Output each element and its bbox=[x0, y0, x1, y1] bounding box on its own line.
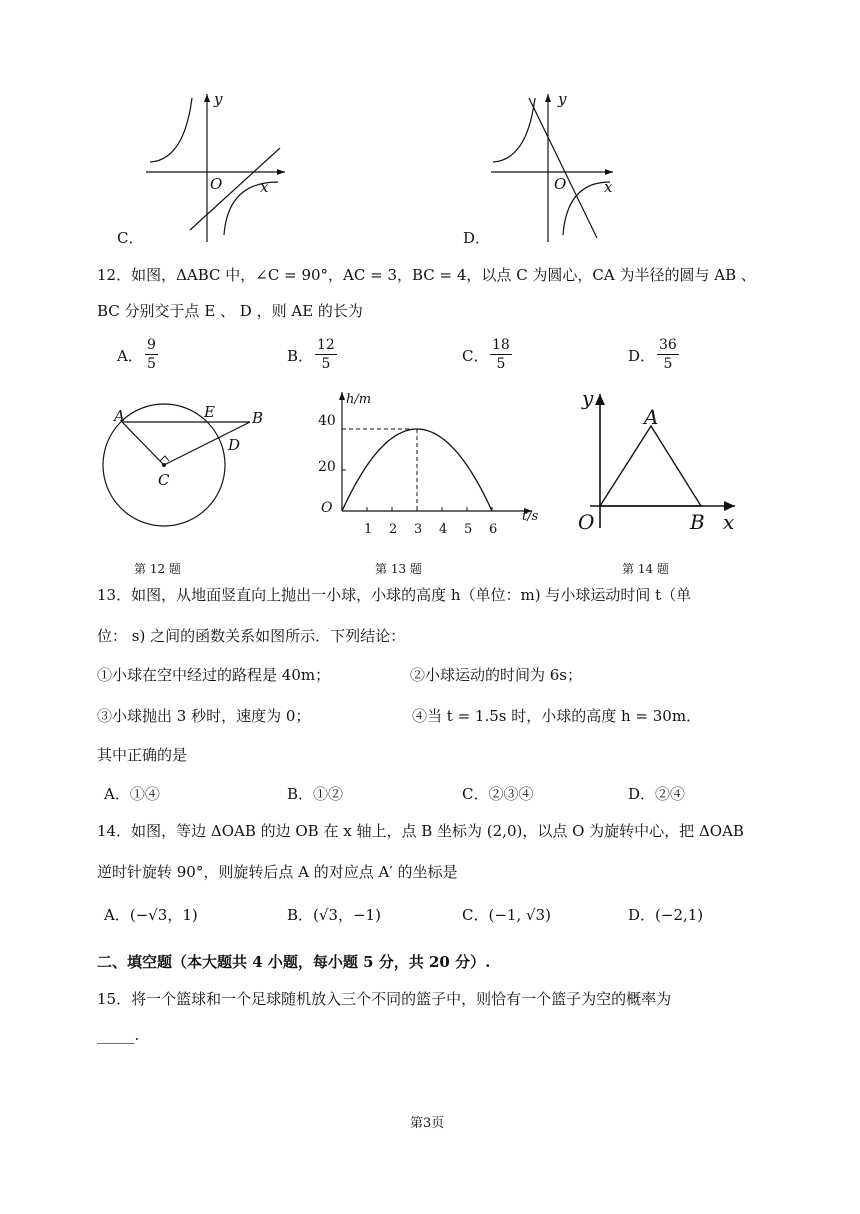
fig13-y-axis-arrow bbox=[339, 392, 345, 400]
q13-statement-4: ④当 t = 1.5s 时，小球的高度 h = 30m． bbox=[412, 707, 702, 725]
q12-option-c-label[interactable]: C． bbox=[462, 347, 489, 365]
fig13-caption: 第 13 题 bbox=[375, 562, 422, 576]
q11-graph-d-y-label: y bbox=[558, 90, 567, 108]
fig12-label-d: D bbox=[228, 436, 241, 454]
q12-option-a-label[interactable]: A． bbox=[117, 347, 143, 365]
fig13-x-tick-1: 1 bbox=[364, 522, 373, 537]
q14-option-b[interactable]: B．(√3，−1) bbox=[287, 906, 381, 924]
fig13-height-time-chart bbox=[310, 388, 540, 538]
q12-option-d-label[interactable]: D． bbox=[628, 347, 656, 365]
q13-stem-line1: 13．如图，从地面竖直向上抛出一小球，小球的高度 h（单位：m) 与小球运动时间 t（单 bbox=[97, 586, 692, 604]
fig13-x-tick-2: 2 bbox=[389, 522, 398, 537]
fig14-y-label: y bbox=[582, 386, 594, 410]
q12-stem-line2: BC 分别交于点 E 、 D ，则 AE 的长为 bbox=[97, 302, 363, 320]
q13-statement-2: ②小球运动的时间为 6s； bbox=[410, 666, 583, 684]
q14-stem-line2: 逆时针旋转 90°，则旋转后点 A 的对应点 A′ 的坐标是 bbox=[97, 863, 458, 881]
fig13-x-tick-5: 5 bbox=[464, 522, 473, 537]
fig12-label-e: E bbox=[204, 403, 215, 421]
q12-option-d-fraction bbox=[657, 336, 679, 373]
q11-graph-d-x-label: x bbox=[604, 178, 613, 196]
fig13-x-tick-4: 4 bbox=[439, 522, 448, 537]
q12-option-d-numerator: 36 bbox=[659, 337, 677, 353]
q13-stem-line2: 位： s) 之间的函数关系如图所示．下列结论： bbox=[97, 627, 406, 645]
q13-statement-1: ①小球在空中经过的路程是 40m； bbox=[97, 666, 331, 684]
q11-graph-d-origin-label: O bbox=[554, 175, 567, 193]
fig12-label-a: A bbox=[114, 407, 125, 425]
fig13-y-tick-20: 20 bbox=[318, 459, 336, 475]
q11-option-d[interactable]: D． bbox=[463, 229, 491, 247]
q14-stem-line1: 14．如图，等边 ΔOAB 的边 OB 在 x 轴上，点 B 坐标为 (2,0)，以点 O 为旋转中心，把 ΔOAB bbox=[97, 822, 744, 840]
fig13-y-tick-40: 40 bbox=[318, 413, 336, 429]
q13-option-b[interactable]: B．①② bbox=[287, 785, 344, 803]
fig12-caption: 第 12 题 bbox=[134, 562, 181, 576]
q12-option-a-fraction bbox=[145, 336, 158, 373]
q12-option-b-label[interactable]: B． bbox=[287, 347, 314, 365]
q14-option-d[interactable]: D．(−2,1) bbox=[628, 906, 704, 924]
q12-option-c-fraction bbox=[490, 336, 512, 373]
q12-option-b-denominator: 5 bbox=[321, 356, 331, 372]
q11-graph-d bbox=[485, 90, 615, 245]
fig12-label-c: C bbox=[158, 471, 170, 489]
q12-stem-line1: 12．如图，ΔABC 中，∠C = 90°，AC = 3，BC = 4，以点 C 为圆心，CA 为半径的圆与 AB 、 bbox=[97, 266, 756, 284]
q15-stem: 15．将一个篮球和一个足球随机放入三个不同的篮子中，则恰有一个篮子为空的概率为 bbox=[97, 990, 672, 1008]
q11-graph-c-y-label: y bbox=[214, 90, 223, 108]
fig13-x-tick-3: 3 bbox=[414, 522, 423, 537]
q11-graph-c-x-label: x bbox=[260, 178, 269, 196]
q12-option-a-numerator: 9 bbox=[147, 337, 156, 353]
q12-option-c-denominator: 5 bbox=[496, 356, 506, 372]
fig14-a-label: A bbox=[644, 405, 659, 429]
section-2-title: 二、填空题（本大题共 4 小题，每小题 5 分，共 20 分）. bbox=[97, 953, 491, 971]
q13-option-a[interactable]: A．①④ bbox=[104, 785, 160, 803]
q11-option-c[interactable]: C． bbox=[117, 229, 144, 247]
fig13-origin-label: O bbox=[321, 500, 333, 516]
fig14-b-label: B bbox=[690, 510, 705, 534]
q13-option-c[interactable]: C．②③④ bbox=[462, 785, 534, 803]
fig13-y-axis-label: h/m bbox=[346, 392, 372, 407]
q15-answer-blank[interactable]: _____. bbox=[97, 1026, 140, 1044]
q13-statement-3: ③小球抛出 3 秒时，速度为 0； bbox=[97, 707, 311, 725]
q11-graph-c-origin-label: O bbox=[210, 175, 223, 193]
fig13-height-curve bbox=[342, 429, 492, 511]
fig13-x-tick-6: 6 bbox=[489, 522, 498, 537]
q14-option-c[interactable]: C．(−1, √3) bbox=[462, 906, 551, 924]
q12-option-b-fraction bbox=[315, 336, 337, 373]
page-number: 第3页 bbox=[410, 1116, 445, 1131]
q12-option-c-numerator: 18 bbox=[492, 337, 510, 353]
fig12-circle-diagram bbox=[100, 400, 270, 540]
fig14-o-label: O bbox=[578, 510, 595, 534]
q13-question: 其中正确的是 bbox=[97, 746, 188, 764]
q11-graph-c bbox=[140, 90, 290, 245]
fig13-x-axis-label: t/s bbox=[522, 509, 539, 524]
fig12-label-b: B bbox=[252, 409, 264, 427]
q14-option-a[interactable]: A．(−√3，1) bbox=[104, 906, 198, 924]
fig14-caption: 第 14 题 bbox=[622, 562, 669, 576]
q13-option-d[interactable]: D．②④ bbox=[628, 785, 686, 803]
q12-option-a-denominator: 5 bbox=[147, 356, 156, 372]
q12-option-b-numerator: 12 bbox=[317, 337, 335, 353]
q12-option-d-denominator: 5 bbox=[663, 356, 673, 372]
fig14-x-label: x bbox=[723, 510, 735, 534]
